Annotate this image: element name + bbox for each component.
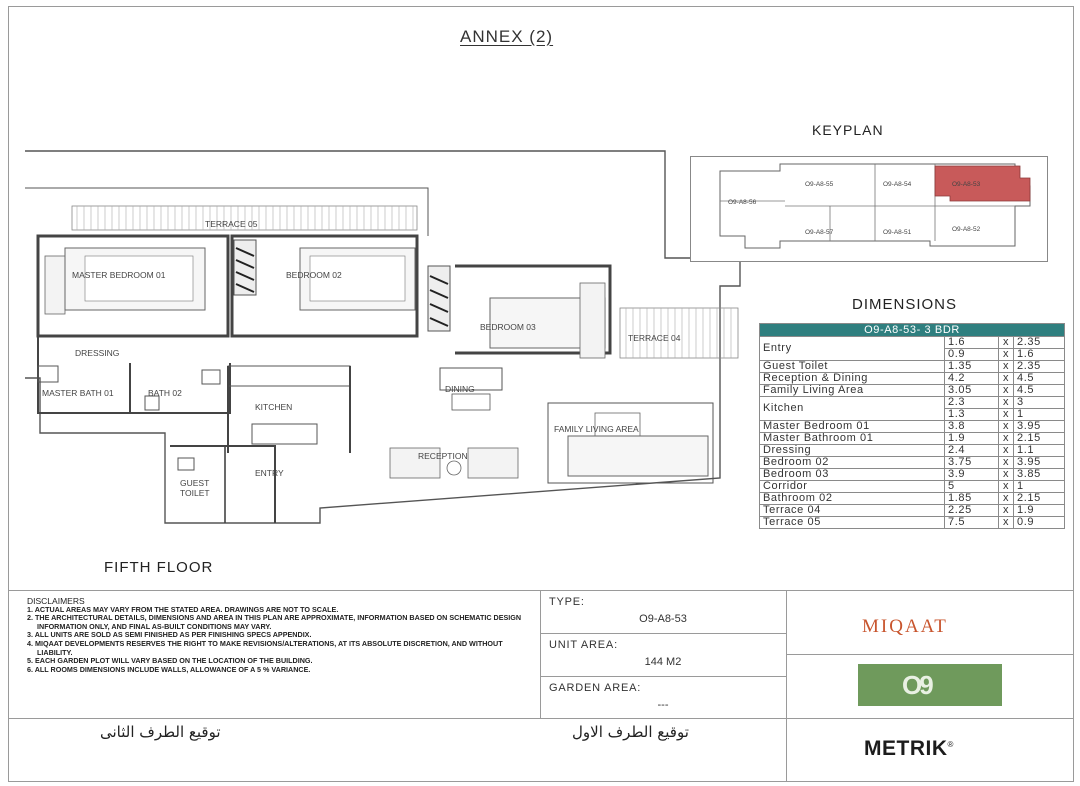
unit-area-value: 144 M2 — [644, 656, 682, 668]
length-value: 3.95 — [1014, 457, 1065, 469]
width-value: 5 — [945, 481, 999, 493]
times-sign: x — [999, 493, 1014, 505]
miqaat-logo: MIQAAT — [862, 616, 948, 637]
room-name: Terrace 05 — [760, 517, 945, 529]
length-value: 1 — [1014, 409, 1065, 421]
panel-divider — [540, 633, 786, 634]
room-name: Bedroom 03 — [760, 469, 945, 481]
times-sign: x — [999, 361, 1014, 373]
times-sign: x — [999, 373, 1014, 385]
length-value: 1.6 — [1014, 349, 1065, 361]
o9-logo-text: O9 — [902, 670, 931, 700]
room-name: Terrace 04 — [760, 505, 945, 517]
keyplan-title: KEYPLAN — [812, 122, 884, 138]
dimensions-header: O9-A8-53- 3 BDR — [760, 324, 1065, 337]
room-name: Bathroom 02 — [760, 493, 945, 505]
keyplan-unit-54: O9-A8-54 — [883, 181, 912, 188]
times-sign: x — [999, 409, 1014, 421]
room-label-dining: DINING — [445, 384, 475, 394]
table-row — [760, 505, 1065, 517]
room-label-bedroom02: BEDROOM 02 — [286, 270, 342, 280]
times-sign: x — [999, 337, 1014, 349]
width-value: 1.6 — [945, 337, 999, 349]
room-label-bath02: BATH 02 — [148, 388, 182, 398]
panel-divider — [786, 718, 1074, 719]
length-value: 1 — [1014, 481, 1065, 493]
width-value: 3.75 — [945, 457, 999, 469]
length-value: 3 — [1014, 397, 1065, 409]
room-name: Reception & Dining — [760, 373, 945, 385]
length-value: 4.5 — [1014, 385, 1065, 397]
times-sign: x — [999, 433, 1014, 445]
table-row — [760, 457, 1065, 469]
disclaimers — [27, 597, 527, 674]
annex-title: ANNEX (2) — [460, 27, 554, 46]
keyplan-unit-52: O9-A8-52 — [952, 226, 981, 233]
metrik-logo — [864, 737, 954, 761]
room-label-entry: ENTRY — [255, 468, 284, 478]
room-label-master-bedroom: MASTER BEDROOM 01 — [72, 270, 166, 280]
times-sign: x — [999, 385, 1014, 397]
room-label-bedroom03: BEDROOM 03 — [480, 322, 536, 332]
width-value: 1.85 — [945, 493, 999, 505]
table-row — [760, 433, 1065, 445]
keyplan-unit-51: O9-A8-51 — [883, 229, 912, 236]
room-label-guest-toilet-1: GUEST — [180, 478, 210, 488]
length-value: 0.9 — [1014, 517, 1065, 529]
room-name: Corridor — [760, 481, 945, 493]
room-name: Master Bathroom 01 — [760, 433, 945, 445]
width-value: 2.3 — [945, 397, 999, 409]
table-row — [760, 517, 1065, 529]
width-value: 1.35 — [945, 361, 999, 373]
room-name: Guest Toilet — [760, 361, 945, 373]
garden-area-label: GARDEN AREA: — [549, 682, 642, 694]
width-value: 2.4 — [945, 445, 999, 457]
times-sign: x — [999, 505, 1014, 517]
table-row — [760, 493, 1065, 505]
table-row — [760, 361, 1065, 373]
times-sign: x — [999, 349, 1014, 361]
width-value: 3.05 — [945, 385, 999, 397]
room-label-family-living: FAMILY LIVING AREA — [554, 424, 639, 434]
room-label-master-bath: MASTER BATH 01 — [42, 388, 114, 398]
times-sign: x — [999, 517, 1014, 529]
o9-logo — [858, 664, 1002, 706]
floor-title: FIFTH FLOOR — [104, 559, 214, 576]
room-label-kitchen: KITCHEN — [255, 402, 293, 412]
table-row — [760, 385, 1065, 397]
keyplan-diagram — [690, 156, 1048, 262]
length-value: 2.35 — [1014, 337, 1065, 349]
width-value: 4.2 — [945, 373, 999, 385]
times-sign: x — [999, 481, 1014, 493]
disclaimer-item: 5. EACH GARDEN PLOT WILL VARY BASED ON THE LOCATION OF THE BUILDING. — [27, 656, 313, 666]
type-value: O9-A8-53 — [639, 613, 687, 625]
room-label-terrace04: TERRACE 04 — [628, 333, 681, 343]
width-value: 3.8 — [945, 421, 999, 433]
table-row — [760, 397, 1065, 409]
table-row — [760, 373, 1065, 385]
disclaimers-heading: DISCLAIMERS — [27, 596, 85, 606]
room-label-reception: RECEPTION — [418, 451, 468, 461]
room-label-dressing: DRESSING — [75, 348, 120, 358]
disclaimer-item: 3. ALL UNITS ARE SOLD AS SEMI FINISHED AS PER FINISHING SPECS APPENDIX. — [27, 630, 312, 640]
dimensions-table — [759, 323, 1065, 529]
keyplan-unit-55: O9-A8-55 — [805, 181, 834, 188]
registered-mark: ® — [947, 740, 954, 749]
metrik-logo-text: METRIK — [864, 737, 948, 760]
table-row — [760, 469, 1065, 481]
table-row — [760, 337, 1065, 349]
width-value: 7.5 — [945, 517, 999, 529]
room-name: Kitchen — [760, 397, 945, 421]
type-label: TYPE: — [549, 596, 585, 608]
times-sign: x — [999, 469, 1014, 481]
length-value: 3.85 — [1014, 469, 1065, 481]
room-label-terrace05: TERRACE 05 — [205, 219, 258, 229]
disclaimer-item: 6. ALL ROOMS DIMENSIONS INCLUDE WALLS, ALLOWANCE OF A 5 % VARIANCE. — [27, 664, 311, 674]
keyplan-highlight — [935, 166, 1030, 201]
length-value: 2.15 — [1014, 433, 1065, 445]
keyplan-unit-53: O9-A8-53 — [952, 181, 981, 188]
garden-area-value: --- — [657, 699, 669, 711]
keyplan-unit-56: O9-A8-56 — [728, 199, 757, 206]
room-name: Bedroom 02 — [760, 457, 945, 469]
floor-plan — [20, 148, 750, 578]
length-value: 2.15 — [1014, 493, 1065, 505]
width-value: 0.9 — [945, 349, 999, 361]
times-sign: x — [999, 457, 1014, 469]
panel-divider — [540, 676, 786, 677]
table-row — [760, 481, 1065, 493]
length-value: 1.1 — [1014, 445, 1065, 457]
times-sign: x — [999, 421, 1014, 433]
room-name: Entry — [760, 337, 945, 361]
length-value: 4.5 — [1014, 373, 1065, 385]
times-sign: x — [999, 397, 1014, 409]
panel-divider — [786, 590, 787, 782]
table-row — [760, 421, 1065, 433]
room-name: Master Bedroom 01 — [760, 421, 945, 433]
table-row — [760, 445, 1065, 457]
panel-divider — [8, 590, 1074, 591]
width-value: 1.9 — [945, 433, 999, 445]
length-value: 2.35 — [1014, 361, 1065, 373]
disclaimer-item: 4. MIQAAT DEVELOPMENTS RESERVES THE RIGHT TO MAKE REVISIONS/ALTERATIONS, AT ITS ABSOLUTE DISCRETION, AND WITHOUT LIABILITY. — [27, 638, 503, 657]
width-value: 2.25 — [945, 505, 999, 517]
width-value: 3.9 — [945, 469, 999, 481]
disclaimer-item: 2. THE ARCHITECTURAL DETAILS, DIMENSIONS AND AREA IN THIS PLAN ARE APPROXIMATE, INFORMATION BASED ON SCHEMATIC DESIGN INFORMATION ONLY, AND FINAL AS-BUILT CONDITIONS MAY VARY. — [27, 613, 522, 631]
panel-divider — [786, 654, 1074, 655]
room-label-guest-toilet-2: TOILET — [180, 488, 210, 498]
times-sign: x — [999, 445, 1014, 457]
keyplan-unit-57: O9-A8-57 — [805, 229, 834, 236]
room-name: Dressing — [760, 445, 945, 457]
length-value: 3.95 — [1014, 421, 1065, 433]
length-value: 1.9 — [1014, 505, 1065, 517]
dimensions-title: DIMENSIONS — [852, 296, 958, 313]
unit-area-label: UNIT AREA: — [549, 639, 618, 651]
second-party-signature: توقيع الطرف الثانى — [100, 723, 221, 741]
width-value: 1.3 — [945, 409, 999, 421]
room-name: Family Living Area — [760, 385, 945, 397]
first-party-signature: توقيع الطرف الاول — [572, 723, 689, 741]
disclaimer-item: 1. ACTUAL AREAS MAY VARY FROM THE STATED AREA. DRAWINGS ARE NOT TO SCALE. — [27, 604, 339, 614]
panel-divider — [8, 718, 786, 719]
